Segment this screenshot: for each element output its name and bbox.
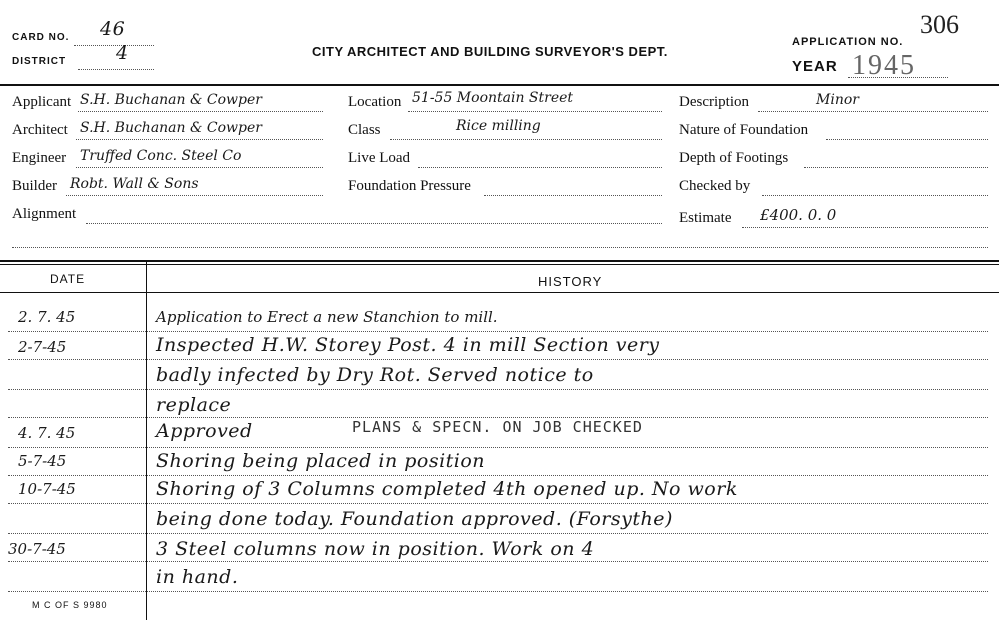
history-top-rule-2 xyxy=(0,264,999,265)
engineer-value: Truffed Conc. Steel Co xyxy=(80,148,242,164)
estimate-label: Estimate xyxy=(679,210,732,226)
history-row-rule-5 xyxy=(8,446,988,448)
depth-of-footings-dots xyxy=(804,166,988,168)
history-date-3: 4. 7. 45 xyxy=(18,424,76,442)
history-date-2: 2-7-45 xyxy=(18,338,67,356)
description-value: Minor xyxy=(816,92,859,108)
application-label: APPLICATION NO. xyxy=(792,36,904,48)
history-row-rule-6 xyxy=(8,474,988,476)
header-rule xyxy=(0,84,999,86)
history-date-5: 10-7-45 xyxy=(18,480,76,498)
history-date-4: 5-7-45 xyxy=(18,452,67,470)
alignment-dots xyxy=(86,222,662,224)
history-row-rule-4 xyxy=(8,416,988,418)
history-entry-5-line-2: being done today. Foundation approved. (Forsythe) xyxy=(156,508,673,530)
engineer-dots xyxy=(76,166,323,168)
foundation-pressure-dots xyxy=(484,194,662,196)
district-value: 4 xyxy=(116,42,129,64)
history-row-rule-10 xyxy=(8,590,988,592)
plans-checked-stamp: PLANS & SPECN. ON JOB CHECKED xyxy=(352,418,643,436)
location-value: 51-55 Moontain Street xyxy=(412,90,574,106)
live-load-dots xyxy=(418,166,662,168)
history-entry-6-line-2: in hand. xyxy=(156,566,239,588)
application-number: 306 xyxy=(920,10,959,39)
card-no-value: 46 xyxy=(100,18,126,40)
estimate-dots xyxy=(742,226,988,228)
depth-of-footings-label: Depth of Footings xyxy=(679,150,789,166)
applicant-label: Applicant xyxy=(12,94,72,110)
history-row-rule-1 xyxy=(8,330,988,332)
history-column-header: HISTORY xyxy=(538,274,603,289)
form-code: M C OF S 9980 xyxy=(32,600,108,610)
history-entry-2-line-2: badly infected by Dry Rot. Served notice to xyxy=(156,364,594,386)
history-row-rule-2 xyxy=(8,358,988,360)
description-dots xyxy=(758,110,988,112)
history-row-rule-9 xyxy=(8,560,988,562)
applicant-value: S.H. Buchanan & Cowper xyxy=(80,92,262,108)
district-label: DISTRICT xyxy=(12,56,67,67)
class-label: Class xyxy=(348,122,381,138)
builder-label: Builder xyxy=(12,178,57,194)
history-top-rule xyxy=(0,260,999,262)
history-date-6: 30-7-45 xyxy=(8,540,66,558)
date-column-header: DATE xyxy=(50,272,86,286)
architect-dots xyxy=(76,138,323,140)
class-dots xyxy=(390,138,662,140)
applicant-dots xyxy=(78,110,323,112)
class-value: Rice milling xyxy=(456,118,541,134)
history-entry-2-line-3: replace xyxy=(156,394,232,416)
history-row-rule-7 xyxy=(8,502,988,504)
year-value: 1945 xyxy=(852,50,916,81)
history-entry-5-line-1: Shoring of 3 Columns completed 4th opened up. No work xyxy=(156,478,738,500)
district-dots xyxy=(78,68,154,70)
history-entry-4: Shoring being placed in position xyxy=(156,450,486,472)
live-load-label: Live Load xyxy=(348,150,411,166)
date-column-divider xyxy=(146,262,147,620)
alignment-label: Alignment xyxy=(12,206,77,222)
builder-dots xyxy=(66,194,323,196)
description-label: Description xyxy=(679,94,749,110)
department-title: CITY ARCHITECT AND BUILDING SURVEYOR'S DEPT. xyxy=(312,44,668,59)
nature-of-foundation-dots xyxy=(826,138,988,140)
history-entry-1: Application to Erect a new Stanchion to mill. xyxy=(156,308,498,326)
history-header-rule xyxy=(0,292,999,293)
year-label: YEAR xyxy=(792,58,838,75)
estimate-value: £400. 0. 0 xyxy=(760,206,837,224)
checked-by-label: Checked by xyxy=(679,178,751,194)
architect-value: S.H. Buchanan & Cowper xyxy=(80,120,262,136)
card-no-dots xyxy=(74,44,154,46)
builder-value: Robt. Wall & Sons xyxy=(70,176,199,192)
history-date-1: 2. 7. 45 xyxy=(18,308,76,326)
history-entry-3: Approved xyxy=(156,420,253,442)
location-dots xyxy=(408,110,662,112)
history-row-rule-8 xyxy=(8,532,988,534)
history-entry-2-line-1: Inspected H.W. Storey Post. 4 in mill Section very xyxy=(156,334,660,356)
nature-of-foundation-label: Nature of Foundation xyxy=(679,122,809,138)
alignment-dots-2 xyxy=(12,246,988,248)
history-entry-6-line-1: 3 Steel columns now in position. Work on 4 xyxy=(156,538,595,560)
checked-by-dots xyxy=(762,194,988,196)
foundation-pressure-label: Foundation Pressure xyxy=(348,178,471,194)
history-row-rule-3 xyxy=(8,388,988,390)
card-no-label: CARD NO. xyxy=(12,32,70,43)
location-label: Location xyxy=(348,94,402,110)
architect-label: Architect xyxy=(12,122,68,138)
engineer-label: Engineer xyxy=(12,150,67,166)
